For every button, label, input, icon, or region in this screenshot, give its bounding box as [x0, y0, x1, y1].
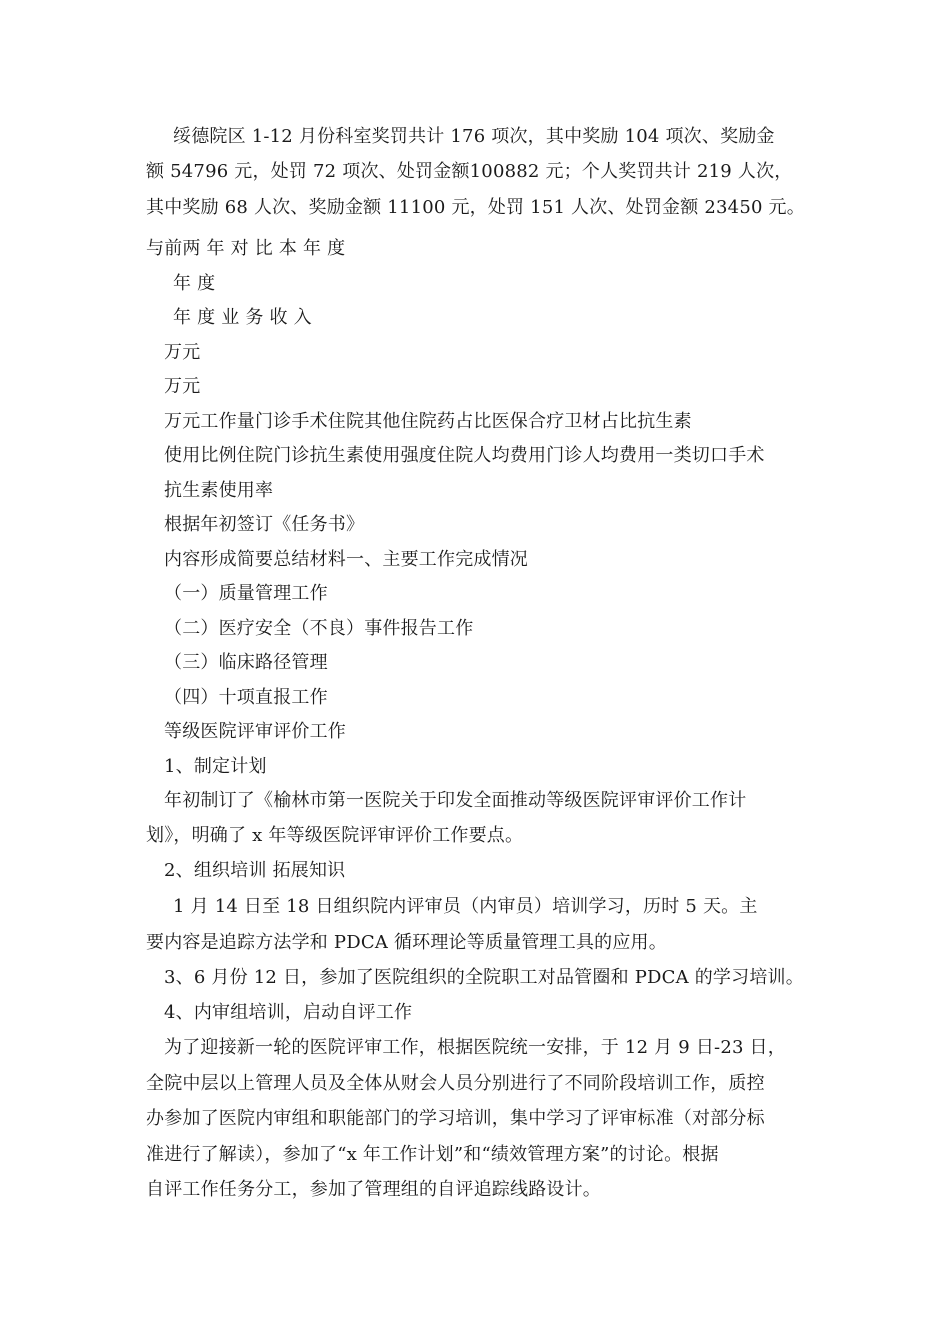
text-line-11: 抗生素使用率 — [164, 480, 274, 501]
text-line-24: 要内容是追踪方法学和 PDCA 循环理论等质量管理工具的应用。 — [146, 932, 667, 953]
text-line-23: 1 月 14 日至 18 日组织院内评审员（内审员）培训学习，历时 5 天。主 — [173, 896, 758, 917]
text-line-15: （二）医疗安全（不良）事件报告工作 — [164, 618, 474, 639]
text-line-3: 其中奖励 68 人次、奖励金额 11100 元，处罚 151 人次、处罚金额 23450 元。 — [146, 197, 805, 218]
text-line-26: 4、内审组培训，启动自评工作 — [164, 1002, 413, 1023]
text-line-12: 根据年初签订《任务书》 — [164, 514, 365, 535]
text-line-25: 3、6 月份 12 日，参加了医院组织的全院职工对品管圈和 PDCA 的学习培训。 — [164, 967, 804, 988]
text-line-13: 内容形成简要总结材料一、主要工作完成情况 — [164, 549, 528, 570]
text-line-27: 为了迎接新一轮的医院评审工作，根据医院统一安排，于 12 月 9 日-23 日， — [164, 1037, 786, 1058]
text-line-7: 万元 — [164, 342, 201, 363]
text-line-9: 万元工作量门诊手术住院其他住院药占比医保合疗卫材占比抗生素 — [164, 411, 692, 432]
text-line-16: （三）临床路径管理 — [164, 652, 328, 673]
text-line-4: 与前两 年 对 比 本 年 度 — [146, 238, 346, 259]
text-line-18: 等级医院评审评价工作 — [164, 721, 346, 742]
text-line-17: （四）十项直报工作 — [164, 687, 328, 708]
text-line-6: 年 度 业 务 收 入 — [173, 307, 312, 328]
text-line-29: 办参加了医院内审组和职能部门的学习培训，集中学习了评审标准（对部分标 — [146, 1108, 765, 1129]
text-line-5: 年 度 — [173, 273, 216, 294]
text-line-28: 全院中层以上管理人员及全体从财会人员分别进行了不同阶段培训工作，质控 — [146, 1073, 765, 1094]
text-line-30: 准进行了解读），参加了“x 年工作计划”和“绩效管理方案”的讨论。根据 — [146, 1144, 719, 1165]
text-line-10: 使用比例住院门诊抗生素使用强度住院人均费用门诊人均费用一类切口手术 — [164, 445, 765, 466]
text-line-31: 自评工作任务分工，参加了管理组的自评追踪线路设计。 — [146, 1179, 601, 1200]
text-line-14: （一）质量管理工作 — [164, 583, 328, 604]
text-line-22: 2、组织培训 拓展知识 — [164, 860, 346, 881]
text-line-8: 万元 — [164, 376, 201, 397]
text-line-1: 绥德院区 1-12 月份科室奖罚共计 176 项次，其中奖励 104 项次、奖励金 — [173, 126, 775, 147]
text-line-2: 额 54796 元，处罚 72 项次、处罚金额100882 元；个人奖罚共计 219 人次， — [146, 161, 793, 182]
text-line-19: 1、制定计划 — [164, 756, 267, 777]
text-line-20: 年初制订了《榆林市第一医院关于印发全面推动等级医院评审评价工作计 — [164, 790, 747, 811]
text-line-21: 划》，明确了 x 年等级医院评审评价工作要点。 — [146, 825, 524, 846]
